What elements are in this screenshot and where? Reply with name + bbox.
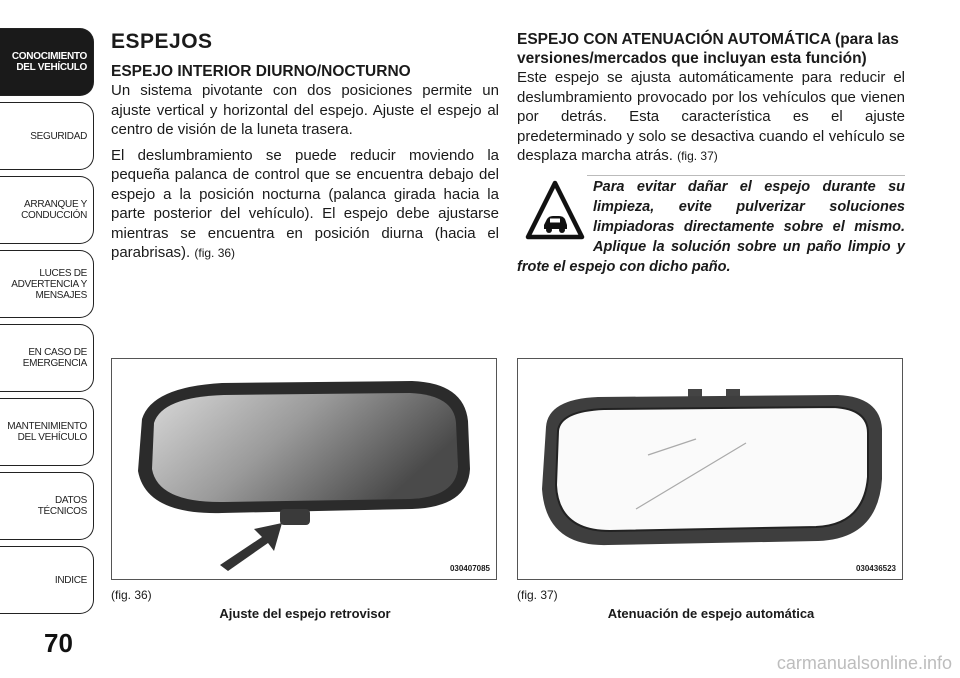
subheading-day-night-mirror: ESPEJO INTERIOR DIURNO/NOCTURNO <box>111 63 411 80</box>
figure-caption-37: Atenuación de espejo automática <box>607 606 815 621</box>
tab-datos-tecnicos[interactable]: DATOS TÉCNICOS <box>0 472 94 540</box>
subheading-auto-dimming: ESPEJO CON ATENUACIÓN AUTOMÁTICA (para las versiones/mercados que incluyan esta función) <box>517 31 899 67</box>
paragraph-auto-dimming-text: Este espejo se ajusta automáticamente para reducir el deslumbramiento provocado por los vehículos que vienen por detrás. Esta característica es el ajuste predeterminado y solo se desactiva cuando el vehículo se desplaza marcha atrás. <box>517 69 905 164</box>
tab-conocimiento-del-vehiculo[interactable]: CONOCIMIENTO DEL VEHÍCULO <box>0 28 94 96</box>
figure-label-37: (fig. 37) <box>517 588 558 602</box>
page-number: 70 <box>44 628 73 658</box>
figure-reference-36[interactable]: (fig. 36) <box>194 246 236 260</box>
tab-mantenimiento[interactable]: MANTENIMIENTO DEL VEHÍCULO <box>0 398 94 466</box>
paragraph-glare-text: El deslumbramiento se puede reducir moviendo la pequeña palanca de control que se encuentra debajo del espejo a la posición nocturna (palanca girada hacia la parte posterior del vehículo). El espejo debe ajustarse mientras se encuentra en posición diurna (hacia el parabrisas). <box>111 146 499 261</box>
paragraph-pivot: Un sistema pivotante con dos posiciones permite un ajuste vertical y horizontal del espejo. Ajuste el espejo al centro de visión de la luneta trasera. <box>111 82 499 138</box>
tab-seguridad[interactable]: SEGURIDAD <box>0 102 94 170</box>
paragraph-glare <box>111 146 499 264</box>
figure-reference-37[interactable]: (fig. 37) <box>677 149 718 163</box>
section-title: ESPEJOS <box>111 30 213 53</box>
warning-triangle-icon <box>525 179 585 241</box>
rearview-mirror-illustration <box>112 359 496 579</box>
figure-caption-36: Ajuste del espejo retrovisor <box>219 606 391 621</box>
figure-code-36: 030407085 <box>449 564 490 573</box>
left-column <box>111 30 499 270</box>
warning-text: Para evitar dañar el espejo durante su limpieza, evite pulverizar soluciones limpiadoras directamente sobre el mismo. Aplique la solución sobre un paño limpio y frote el espejo con dicho paño. <box>517 178 905 275</box>
tab-arranque-y-conduccion[interactable]: ARRANQUE Y CONDUCCIÓN <box>0 176 94 244</box>
figure-code-37: 030436523 <box>855 564 896 573</box>
figure-36 <box>111 358 497 580</box>
tab-indice[interactable]: INDICE <box>0 546 94 614</box>
paragraph-auto-dimming <box>517 68 905 167</box>
figure-37 <box>517 358 903 580</box>
tab-en-caso-de-emergencia[interactable]: EN CASO DE EMERGENCIA <box>0 324 94 392</box>
auto-dimming-mirror-illustration <box>518 359 902 579</box>
warning-box <box>517 177 905 277</box>
warning-rule <box>587 175 905 176</box>
watermark: carmanualsonline.info <box>776 653 952 673</box>
tab-luces-de-advertencia[interactable]: LUCES DE ADVERTENCIA Y MENSAJES <box>0 250 94 318</box>
right-column <box>517 30 905 277</box>
figure-label-36: (fig. 36) <box>111 588 152 602</box>
